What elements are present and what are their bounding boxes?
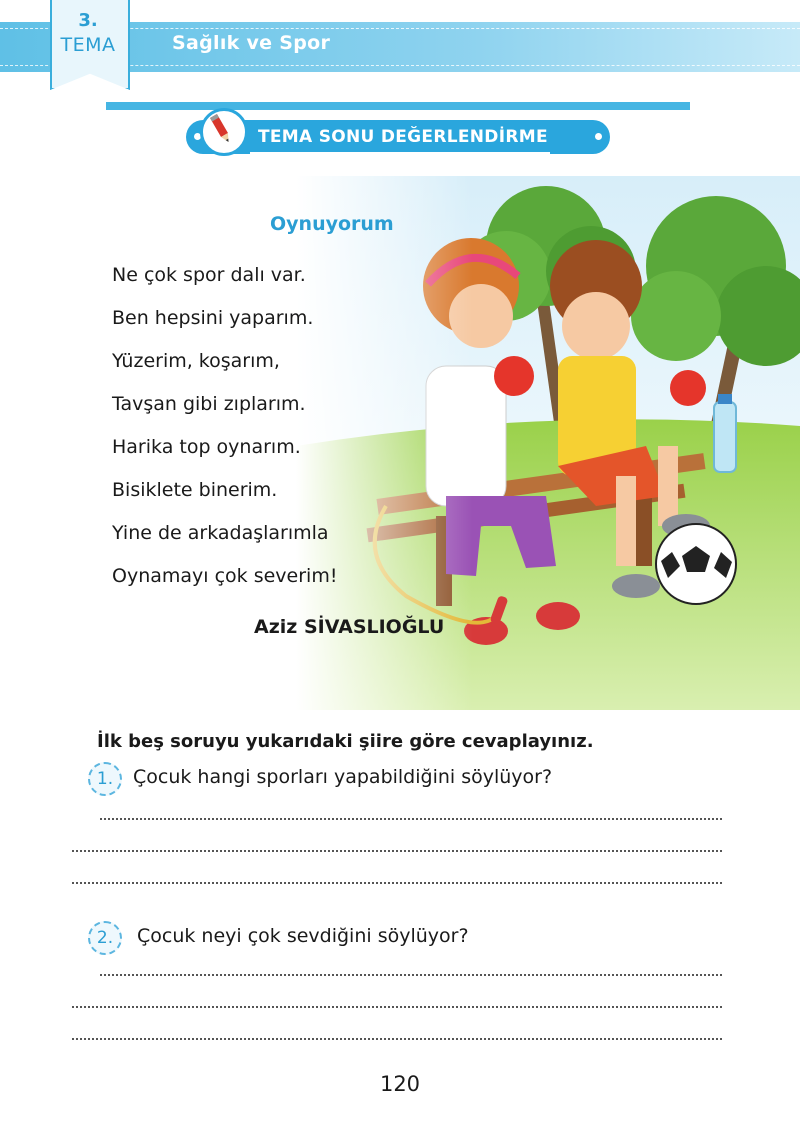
- poem-title: Oynuyorum: [270, 213, 394, 235]
- poem-line: Yüzerim, koşarım,: [112, 350, 280, 372]
- question-text: Çocuk hangi sporları yapabildiğini söylüyor?: [133, 766, 553, 788]
- poem-author: Aziz SİVASLIOĞLU: [254, 616, 445, 638]
- theme-number: 3.: [78, 10, 98, 31]
- answer-line[interactable]: [72, 850, 722, 852]
- theme-word: TEMA: [60, 34, 116, 56]
- banner-line: [106, 102, 690, 110]
- section-title: TEMA SONU DEĞERLENDİRME: [258, 127, 548, 147]
- answer-line[interactable]: [72, 1038, 722, 1040]
- poem-line: Ne çok spor dalı var.: [112, 264, 306, 286]
- answer-line[interactable]: [72, 1006, 722, 1008]
- poem-line: Tavşan gibi zıplarım.: [112, 393, 306, 415]
- question-number: 1.: [88, 762, 122, 796]
- question-number: 2.: [88, 921, 122, 955]
- instruction-text: İlk beş soruyu yukarıdaki şiire göre cevaplayınız.: [97, 731, 594, 752]
- banner-dot-right: [595, 133, 602, 140]
- page-number: 120: [379, 1072, 421, 1096]
- question-text: Çocuk neyi çok sevdiğini söylüyor?: [137, 925, 469, 947]
- poem-line: Oynamayı çok severim!: [112, 565, 338, 587]
- poem-line: Harika top oynarım.: [112, 436, 301, 458]
- header-title: Sağlık ve Spor: [172, 32, 331, 54]
- answer-line[interactable]: [100, 974, 722, 976]
- pencil-icon: [200, 108, 248, 156]
- poem-line: Bisiklete binerim.: [112, 479, 278, 501]
- poem-line: Yine de arkadaşlarımla: [112, 522, 329, 544]
- answer-line[interactable]: [100, 818, 722, 820]
- section-title-underline: [250, 152, 550, 154]
- poem-line: Ben hepsini yaparım.: [112, 307, 314, 329]
- answer-line[interactable]: [72, 882, 722, 884]
